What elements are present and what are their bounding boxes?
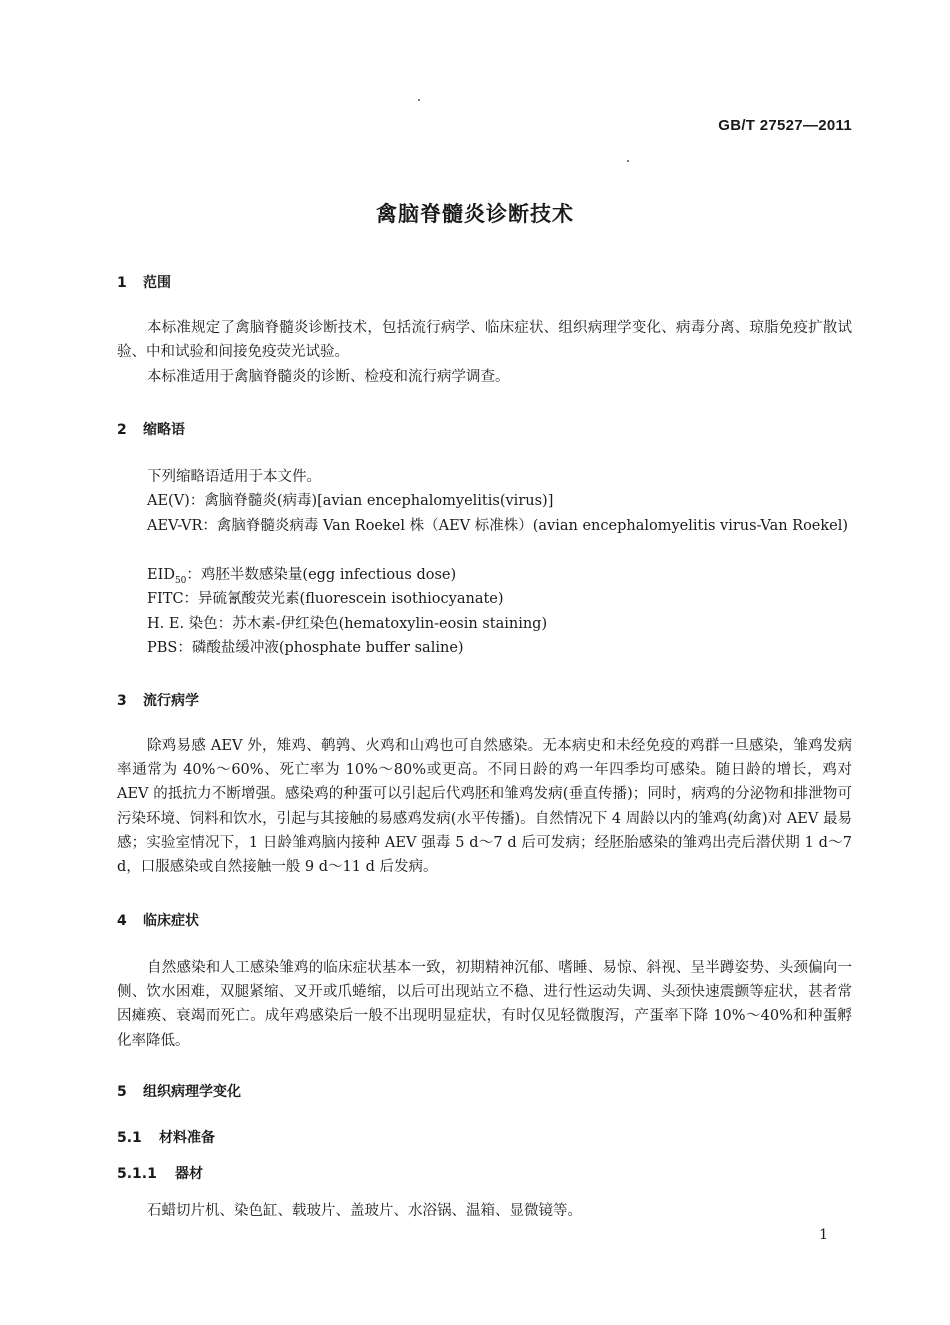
abbr-intro: 下列缩略语适用于本文件。 <box>147 469 321 485</box>
abbr-fitc: FITC：异硫氰酸荧光素(fluorescein isothiocyanate) <box>147 591 504 607</box>
subsection-heading <box>117 1127 215 1147</box>
section-heading <box>117 1081 241 1101</box>
paragraph: 本标准规定了禽脑脊髓炎诊断技术，包括流行病学、临床症状、组织病理学变化、病毒分离、琼脂免疫扩散试验、中和试验和间接免疫荧光试验。 <box>117 320 852 361</box>
abbr-aevvr: AEV-VR：禽脑脊髓炎病毒 Van Roekel 株（AEV 标准株）(avian encephalomyelitis virus-Van Roekel) <box>147 518 849 534</box>
page-number: 1 <box>819 1227 828 1243</box>
subsection-title: 材料准备 <box>159 1130 215 1146</box>
document-title: 禽脑脊髓炎诊断技术 <box>376 202 574 226</box>
section-title: 流行病学 <box>143 693 199 709</box>
section-heading <box>117 272 171 292</box>
section-number: 2 <box>117 422 127 438</box>
abbr-pbs: PBS：磷酸盐缓冲液(phosphate buffer saline) <box>147 640 464 656</box>
subsection-heading <box>117 1163 203 1183</box>
section-heading <box>117 690 199 710</box>
standard-number: GB/T 27527—2011 <box>718 117 852 134</box>
abbr-eid-term: EID <box>147 567 175 583</box>
abbr-eid50 <box>147 563 456 586</box>
section-number: 3 <box>117 693 127 709</box>
abbr-eid-subscript: 50 <box>174 575 187 586</box>
abbr-eid-definition: ：鸡胚半数感染量(egg infectious dose) <box>186 567 457 583</box>
section-number: 1 <box>117 275 127 291</box>
paragraph: 石蜡切片机、染色缸、载玻片、盖玻片、水浴锅、温箱、显微镜等。 <box>147 1203 582 1219</box>
section-heading <box>117 419 185 439</box>
paragraph: 自然感染和人工感染雏鸡的临床症状基本一致，初期精神沉郁、嗜睡、易惊、斜视、呈半蹲姿势、头颈偏向一侧、饮水困难，双腿紧缩、叉开或爪蜷缩，以后可出现站立不稳、进行性运动失调、头颈快速震颤等症状，甚者常因瘫痪、衰竭而死亡。成年鸡感染后一般不出现明显症状，有时仅见轻微腹泻，产蛋率下降 10%～40%和种蛋孵化率降低。 <box>117 960 852 1049</box>
section-number: 4 <box>117 913 127 929</box>
abbr-ae: AE(V)：禽脑脊髓炎(病毒)[avian encephalomyelitis(virus)] <box>147 493 554 509</box>
subsection-number: 5.1.1 <box>117 1166 157 1182</box>
scan-speck <box>627 160 629 162</box>
section-heading <box>117 910 199 930</box>
section-title: 范围 <box>143 275 171 291</box>
section-title: 临床症状 <box>143 913 199 929</box>
section-number: 5 <box>117 1084 127 1100</box>
paragraph: 除鸡易感 AEV 外，雉鸡、鹌鹑、火鸡和山鸡也可自然感染。无本病史和未经免疫的鸡群一旦感染，雏鸡发病率通常为 40%～60%、死亡率为 10%～80%或更高。不同日龄的鸡一年四季均可感染。随日龄的增长，鸡对 AEV 的抵抗力不断增强。感染鸡的种蛋可以引起后代鸡胚和雏鸡发病(垂直传播)；同时，病鸡的分泌物和排泄物可污染环境、饲料和饮水，引起与其接触的易感鸡发病(水平传播)。自然情况下 4 周龄以内的雏鸡(幼禽)对 AEV 最易感；实验室情况下，1 日龄雏鸡脑内接种 AEV 强毒 5 d～7 d 后可发病；经胚胎感染的雏鸡出壳后潜伏期 1 d～7 d，口服感染或自然接触一般 9 d～11 d 后发病。 <box>117 738 852 876</box>
subsection-number: 5.1 <box>117 1130 142 1146</box>
section-title: 缩略语 <box>143 422 185 438</box>
subsection-title: 器材 <box>175 1166 203 1182</box>
scan-speck <box>418 99 420 101</box>
paragraph: 本标准适用于禽脑脊髓炎的诊断、检疫和流行病学调查。 <box>147 369 510 385</box>
abbr-he: H. E. 染色：苏木素-伊红染色(hematoxylin-eosin staining) <box>147 616 548 632</box>
section-title: 组织病理学变化 <box>143 1084 241 1100</box>
